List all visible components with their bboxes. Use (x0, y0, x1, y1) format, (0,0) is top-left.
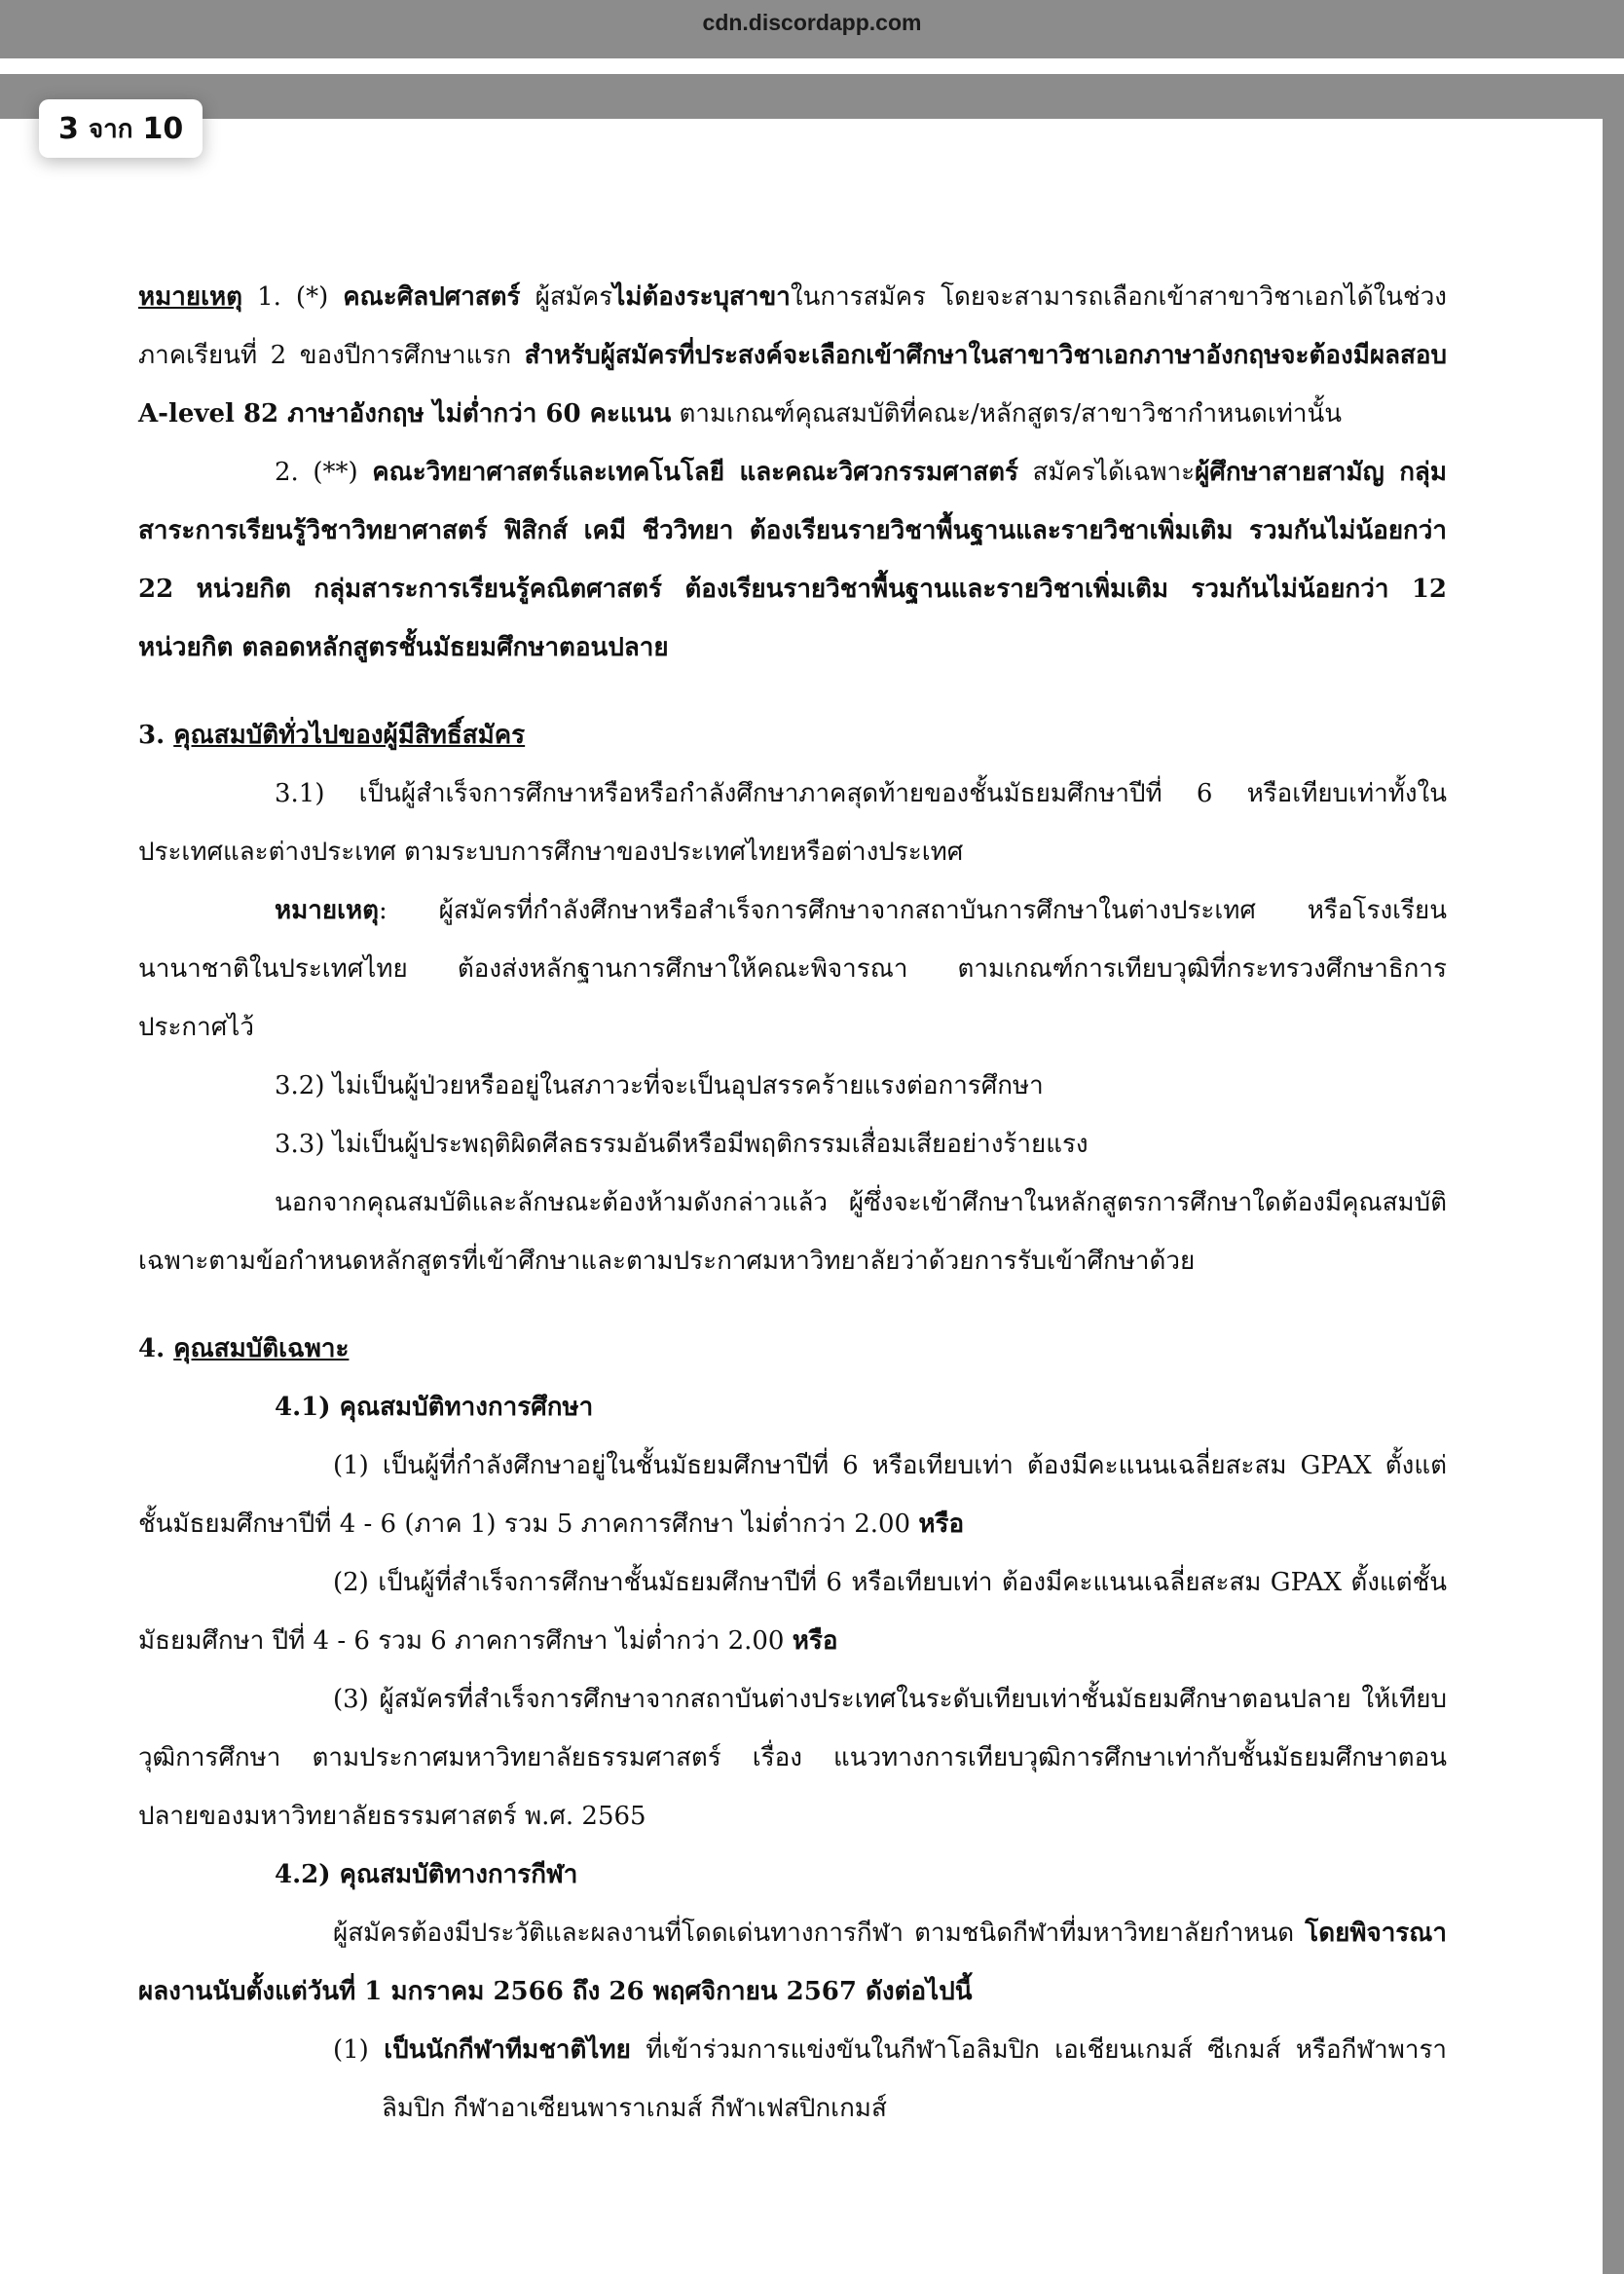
remark-item-2: 2. (**) คณะวิทยาศาสตร์และเทคโนโลยี และคณะวิศวกรรมศาสตร์ สมัครได้เฉพาะผู้ศึกษาสายสามัญ กลุ่มสาระการเรียนรู้วิชาวิทยาศาสตร์ ฟิสิกส์ เคมี ชีววิทยา ต้องเรียนรายวิชาพื้นฐานและรายวิชาเพิ่มเติม รวมกันไม่น้อยกว่า 22 หน่วยกิต กลุ่มสาระการเรียนรู้คณิตศาสตร์ ต้องเรียนรายวิชาพื้นฐานและรายวิชาเพิ่มเติม รวมกันไม่น้อยกว่า 12 หน่วยกิต ตลอดหลักสูตรชั้นมัธยมศึกษาตอนปลาย (138, 458, 1448, 662)
toolbar-divider (0, 58, 1624, 74)
faculty-science-engineering: คณะวิทยาศาสตร์และเทคโนโลยี และคณะวิศวกรรมศาสตร์ (372, 458, 1018, 487)
section-4-1-item-3: (3) ผู้สมัครที่สำเร็จการศึกษาจากสถาบันต่างประเทศในระดับเทียบเท่าชั้นมัธยมศึกษาตอนปลาย ให้เทียบวุฒิการศึกษา ตามประกาศมหาวิทยาลัยธรรมศาสตร์ เรื่อง แนวทางการเทียบวุฒิการศึกษาเท่ากับชั้นมัธยมศึกษาตอนปลายของมหาวิทยาลัยธรรมศาสตร์ พ.ศ. 2565 (138, 1685, 1447, 1831)
section-4-1-item-1: (1) เป็นผู้ที่กำลังศึกษาอยู่ในชั้นมัธยมศึกษาปีที่ 6 หรือเทียบเท่า ต้องมีคะแนนเฉลี่ยสะสม GPAX ตั้งแต่ชั้นมัธยมศึกษาปีที่ 4 - 6 (ภาค 1) รวม 5 ภาคการศึกษา ไม่ต่ำกว่า 2.00 หรือ (138, 1451, 1447, 1539)
page-of-label: จาก (88, 114, 133, 144)
page-indicator (39, 99, 203, 158)
document-content (138, 268, 1447, 2138)
page-current: 3 (58, 111, 79, 146)
remark-label: หมายเหตุ (138, 282, 243, 312)
section-3-note: หมายเหตุ: ผู้สมัครที่กำลังศึกษาหรือสำเร็จการศึกษาจากสถาบันการศึกษาในต่างประเทศ หรือโรงเรียนนานาชาติในประเทศไทย ต้องส่งหลักฐานการศึกษาให้คณะพิจารณา ตามเกณฑ์การเทียบวุฒิที่กระทรวงศึกษาธิการประกาศไว้ (138, 896, 1447, 1042)
remark-item-1: หมายเหตุ 1. (*) คณะศิลปศาสตร์ ผู้สมัครไม่ต้องระบุสาขาในการสมัคร โดยจะสามารถเลือกเข้าสาขาวิชาเอกได้ในช่วง ภาคเรียนที่ 2 ของปีการศึกษาแรก สำหรับผู้สมัครที่ประสงค์จะเลือกเข้าศึกษาในสาขาวิชาเอกภาษาอังกฤษจะต้องมีผลสอบ A-level 82 ภาษาอังกฤษ ไม่ต่ำกว่า 60 คะแนน ตามเกณฑ์คุณสมบัติที่คณะ/หลักสูตร/สาขาวิชากำหนดเท่านั้น (138, 282, 1448, 429)
section-4-2-text: ผู้สมัครต้องมีประวัติและผลงานที่โดดเด่นทางการกีฬา ตามชนิดกีฬาที่มหาวิทยาลัยกำหนด โดยพิจารณาผลงานนับตั้งแต่วันที่ 1 มกราคม 2566 ถึง 26 พฤศจิกายน 2567 ดังต่อไปนี้ (138, 1919, 1447, 2006)
section-4-1-item-2: (2) เป็นผู้ที่สำเร็จการศึกษาชั้นมัธยมศึกษาปีที่ 6 หรือเทียบเท่า ต้องมีคะแนนเฉลี่ยสะสม GPAX ตั้งแต่ชั้นมัธยมศึกษา ปีที่ 4 - 6 รวม 6 ภาคการศึกษา ไม่ต่ำกว่า 2.00 หรือ (138, 1568, 1447, 1656)
section-3-heading: 3. คุณสมบัติทั่วไปของผู้มีสิทธิ์สมัคร (138, 721, 526, 750)
browser-url-bar[interactable] (0, 0, 1624, 58)
section-4-2-heading: 4.2) คุณสมบัติทางการกีฬา (275, 1860, 578, 1889)
page-total: 10 (142, 111, 184, 146)
section-3-3: 3.3) ไม่เป็นผู้ประพฤติผิดศีลธรรมอันดีหรือมีพฤติกรรมเสื่อมเสียอย่างร้ายแรง (275, 1130, 1089, 1159)
url-text: cdn.discordapp.com (702, 10, 922, 35)
section-3-2: 3.2) ไม่เป็นผู้ป่วยหรืออยู่ในสภาวะที่จะเป็นอุปสรรคร้ายแรงต่อการศึกษา (275, 1071, 1044, 1100)
viewer-background (0, 74, 1624, 119)
section-4-2-item-1: (1) เป็นนักกีฬาทีมชาติไทย ที่เข้าร่วมการแข่งขันในกีฬาโอลิมปิก เอเชียนเกมส์ ซีเกมส์ หรือกีฬาพาราลิมปิก กีฬาอาเซียนพาราเกมส์ กีฬาเฟสปิกเกมส์ (333, 2035, 1448, 2123)
section-4-1-heading: 4.1) คุณสมบัติทางการศึกษา (275, 1393, 594, 1422)
section-3-1: 3.1) เป็นผู้สำเร็จการศึกษาหรือหรือกำลังศึกษาภาคสุดท้ายของชั้นมัธยมศึกษาปีที่ 6 หรือเทียบเท่าทั้งในประเทศและต่างประเทศ ตามระบบการศึกษาของประเทศไทยหรือต่างประเทศ (138, 779, 1447, 867)
section-4-heading: 4. คุณสมบัติเฉพาะ (138, 1334, 350, 1363)
section-3-extra: นอกจากคุณสมบัติและลักษณะต้องห้ามดังกล่าวแล้ว ผู้ซึ่งจะเข้าศึกษาในหลักสูตรการศึกษาใดต้องมีคุณสมบัติเฉพาะตามข้อกำหนดหลักสูตรที่เข้าศึกษาและตามประกาศมหาวิทยาลัยว่าด้วยการรับเข้าศึกษาด้วย (138, 1188, 1447, 1276)
faculty-arts: คณะศิลปศาสตร์ (343, 282, 521, 312)
